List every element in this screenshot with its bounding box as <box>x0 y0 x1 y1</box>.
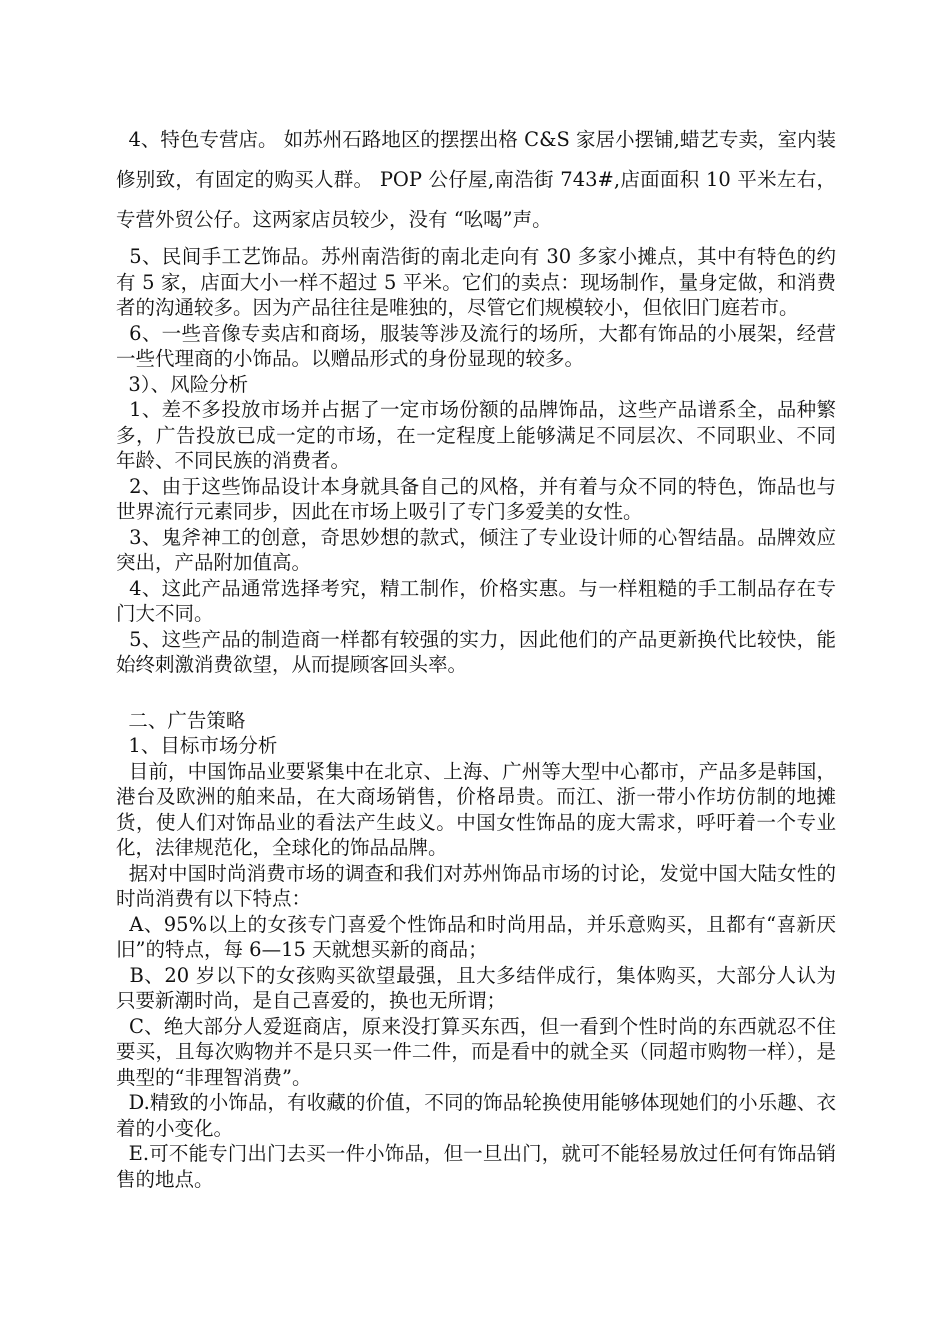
heading-ad-strategy: 二、广告策略 <box>116 708 246 732</box>
section-spacer <box>116 678 836 708</box>
paragraph-audio-stores: 6、一些音像专卖店和商场，服装等涉及流行的场所，大都有饰品的小展架，经营一些代理商的小饰品。以赠品形式的身份显现的较多。 <box>116 321 836 370</box>
paragraph-specialty-store: 4、特色专营店。 如苏州石路地区的摆摆出格 C&S 家居小摆铺,蜡艺专卖，室内装修别致，有固定的购买人群。 POP 公仔屋,南浩街 743#,店面面积 10 平米左右，专营外贸公仔。这两家店员较少，没有 “吆喝”声。 <box>116 128 836 231</box>
paragraph-risk-2: 2、由于这些饰品设计本身就具备自己的风格，并有着与众不同的特色，饰品也与世界流行元素同步，因此在市场上吸引了专门多爱美的女性。 <box>116 474 836 523</box>
list-item-c: C、绝大部分人爱逛商店，原来没打算买东西，但一看到个性时尚的东西就忍不住要买，且每次购物并不是只买一件二件，而是看中的就全买（同超市购物一样），是典型的“非理智消费”。 <box>116 1014 836 1089</box>
document-page <box>116 120 836 1192</box>
paragraph-survey-intro: 据对中国时尚消费市场的调查和我们对苏州饰品市场的讨论，发觉中国大陆女性的时尚消费有以下特点： <box>116 861 836 910</box>
list-item-d: D.精致的小饰品，有收藏的价值，不同的饰品轮换使用能够体现她们的小乐趣、衣着的小变化。 <box>116 1091 837 1140</box>
paragraph-risk-4: 4、这此产品通常选择考究，精工制作，价格实惠。与一样粗糙的手工制品存在专门大不同。 <box>116 576 836 625</box>
paragraph-handicraft: 5、民间手工艺饰品。苏州南浩街的南北走向有 30 多家小摊点，其中有特色的约有 5 家，店面大小一样不超过 5 平米。它们的卖点：现场制作，量身定做，和消费者的沟通较多。因为产品往往是唯独的，尽管它们规模较小，但依旧门庭若市。 <box>116 245 836 319</box>
list-item-e: E.可不能专门出门去买一件小饰品，但一旦出门，就可不能轻易放过任何有饰品销售的地点。 <box>116 1142 836 1191</box>
paragraph-market-overview: 目前，中国饰品业要紧集中在北京、上海、广州等大型中心都市，产品多是韩国，港台及欧洲的舶来品，在大商场销售，价格昂贵。而江、浙一带小作坊仿制的地摊货，使人们对饰品业的看法产生歧义。中国女性饰品的庞大需求，呼吁着一个专业化，法律规范化，全球化的饰品品牌。 <box>116 759 836 859</box>
heading-risk-analysis: 3）、风险分析 <box>116 372 249 396</box>
paragraph-risk-5: 5、这些产品的制造商一样都有较强的实力，因此他们的产品更新换代比较快，能始终刺激消费欲望，从而提顾客回头率。 <box>116 627 836 676</box>
paragraph-risk-1: 1、差不多投放市场并占据了一定市场份额的品牌饰品，这些产品谱系全，品种繁多，广告投放已成一定的市场，在一定程度上能够满足不同层次、不同职业、不同年龄、不同民族的消费者。 <box>116 398 836 472</box>
list-item-a: A、95%以上的女孩专门喜爱个性饰品和时尚用品，并乐意购买，且都有“喜新厌旧”的特点，每 6—15 天就想买新的商品； <box>116 912 836 961</box>
list-item-b: B、20 岁以下的女孩购买欲望最强，且大多结伴成行，集体购买，大部分人认为只要新潮时尚，是自己喜爱的，换也无所谓； <box>116 963 837 1012</box>
heading-target-market: 1、目标市场分析 <box>116 734 278 757</box>
paragraph-risk-3: 3、鬼斧神工的创意，奇思妙想的款式，倾注了专业设计师的心智结晶。品牌效应突出，产品附加值高。 <box>116 525 836 574</box>
